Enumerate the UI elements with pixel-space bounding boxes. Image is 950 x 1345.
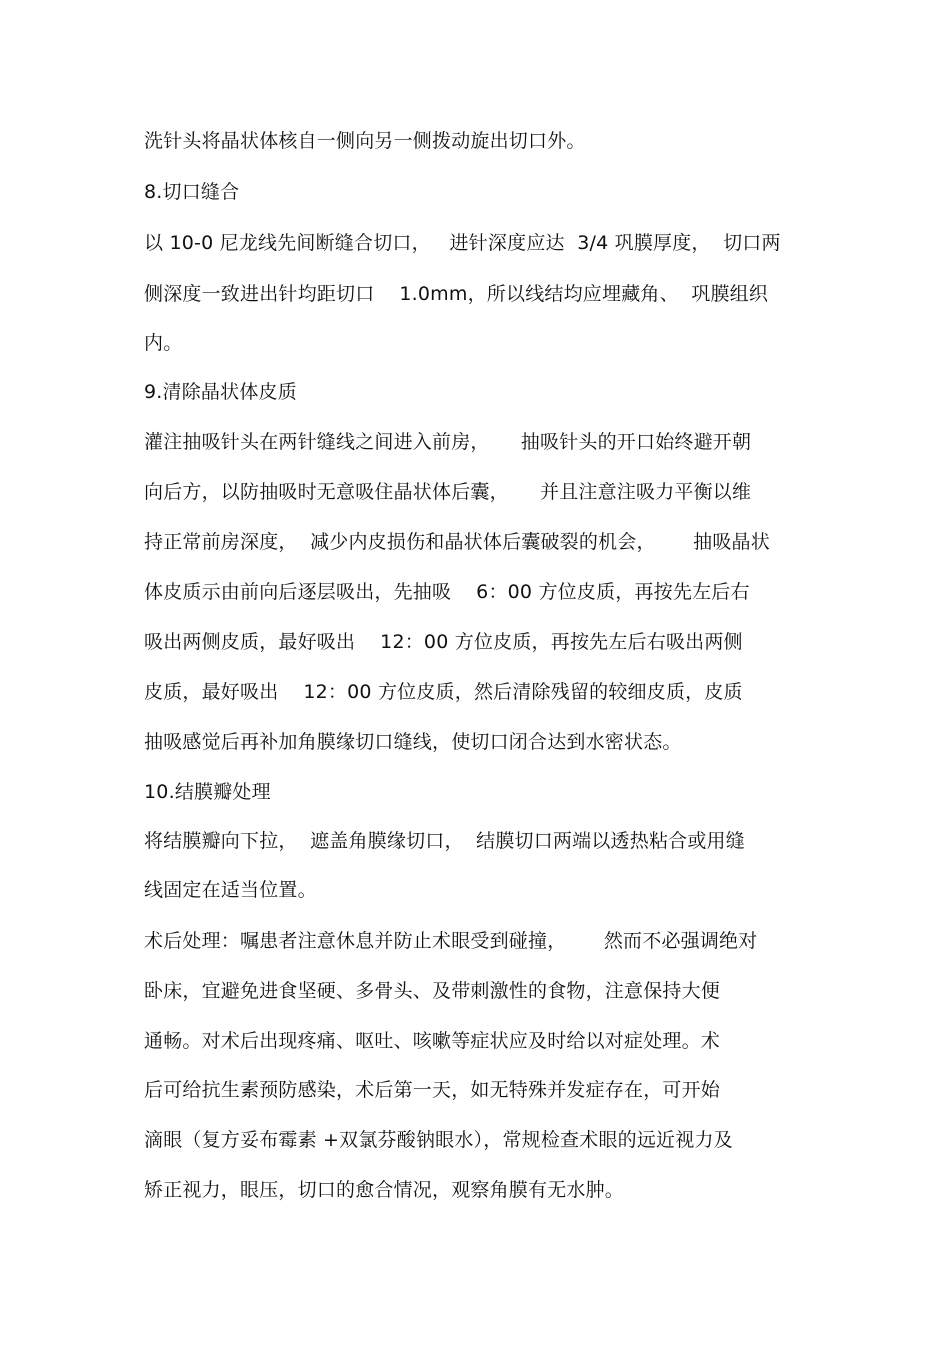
- text-line: 术后处理：嘱患者注意休息并防止术眼受到碰撞， 然而不必强调绝对: [144, 930, 758, 952]
- text-line: 抽吸感觉后再补加角膜缘切口缝线，使切口闭合达到水密状态。: [144, 731, 682, 753]
- text-line: 以 10-0 尼龙线先间断缝合切口， 进针深度应达 3/4 巩膜厚度， 切口两: [144, 232, 781, 254]
- text-line: 吸出两侧皮质，最好吸出 12：00 方位皮质，再按先左后右吸出两侧: [144, 631, 743, 653]
- text-line: 内。: [144, 332, 183, 354]
- text-line: 将结膜瓣向下拉， 遮盖角膜缘切口， 结膜切口两端以透热粘合或用缝: [144, 830, 745, 852]
- text-line: 后可给抗生素预防感染，术后第一天，如无特殊并发症存在，可开始: [144, 1079, 721, 1101]
- text-line: 体皮质示由前向后逐层吸出，先抽吸 6：00 方位皮质，再按先左后右: [144, 581, 750, 603]
- text-line: 洗针头将晶状体核自一侧向另一侧拨动旋出切口外。: [144, 130, 586, 152]
- text-line: 线固定在适当位置。: [144, 879, 317, 901]
- text-line: 卧床，宜避免进食坚硬、多骨头、及带刺激性的食物，注意保持大便: [144, 980, 721, 1002]
- text-line: 向后方，以防抽吸时无意吸住晶状体后囊， 并且注意注吸力平衡以维: [144, 481, 752, 503]
- text-line: 皮质，最好吸出 12：00 方位皮质，然后清除残留的较细皮质，皮质: [144, 681, 743, 703]
- section-heading: 9.清除晶状体皮质: [144, 381, 297, 403]
- text-line: 侧深度一致进出针均距切口 1.0mm，所以线结均应埋藏角、 巩膜组织: [144, 283, 769, 305]
- section-heading: 8.切口缝合: [144, 181, 240, 203]
- text-line: 通畅。对术后出现疼痛、呕吐、咳嗽等症状应及时给以对症处理。术: [144, 1030, 721, 1052]
- text-line: 灌注抽吸针头在两针缝线之间进入前房， 抽吸针头的开口始终避开朝: [144, 431, 752, 453]
- text-line: 滴眼（复方妥布霉素 +双氯芬酸钠眼水），常规检查术眼的远近视力及: [144, 1129, 733, 1151]
- section-heading: 10.结膜瓣处理: [144, 781, 271, 803]
- text-line: 持正常前房深度， 减少内皮损伤和晶状体后囊破裂的机会， 抽吸晶状: [144, 531, 770, 553]
- text-line: 矫正视力，眼压，切口的愈合情况，观察角膜有无水肿。: [144, 1179, 625, 1201]
